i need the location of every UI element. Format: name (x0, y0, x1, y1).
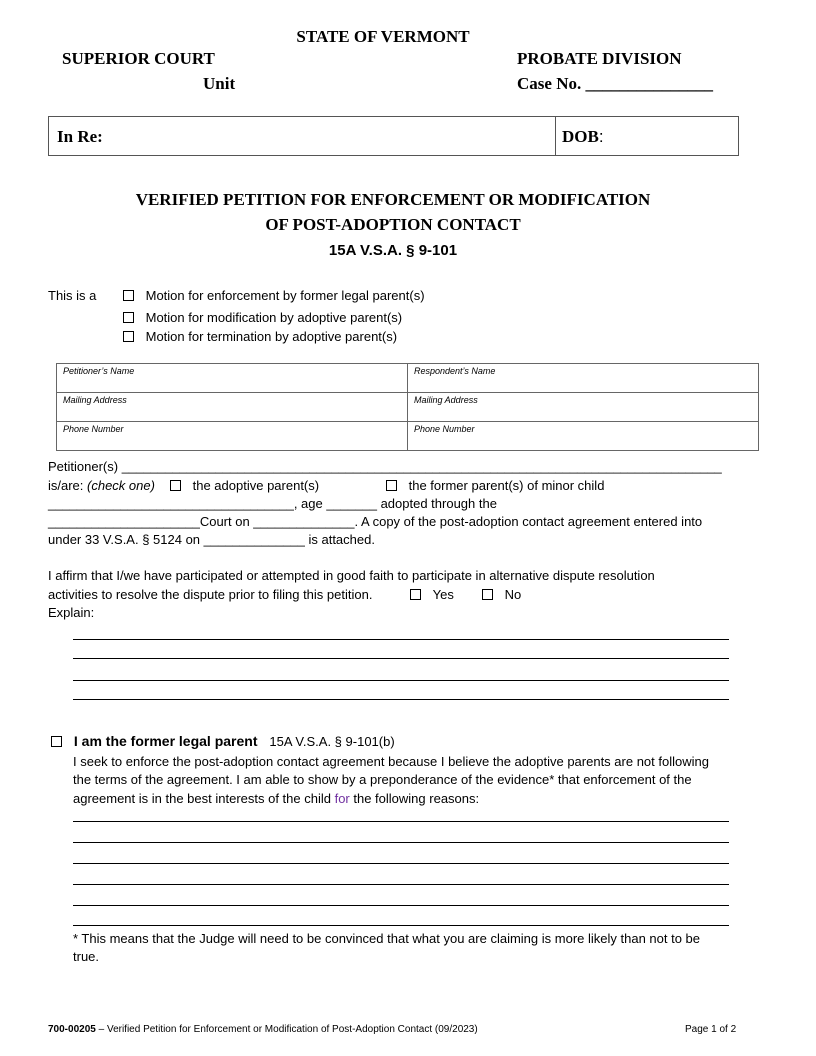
respondent-name-field[interactable]: Respondent’s Name (408, 364, 759, 393)
adr-no-label: No (504, 587, 522, 602)
page-number: Page 1 of 2 (685, 1024, 737, 1035)
footer-form-description: – Verified Petition for Enforcement or Modification of Post-Adoption Contact (09/2023) (95, 1024, 478, 1035)
motion-option-termination[interactable] (123, 329, 397, 344)
former-parent-heading-text: I am the former legal parent (73, 733, 258, 749)
respondent-phone-field[interactable]: Phone Number (408, 422, 759, 451)
petition-title-line2: OF POST-ADOPTION CONTACT (265, 215, 521, 234)
explain-label: Explain: (48, 605, 95, 620)
adoptive-parent-checkbox[interactable] (170, 480, 181, 491)
adr-no-option[interactable] (482, 587, 521, 602)
adr-yes-checkbox[interactable] (410, 589, 421, 600)
court-date-line[interactable]: _____________________Court on ______________. A copy of the post-adoption contact agreement entered into (48, 514, 703, 529)
adoptive-parent-label: the adoptive parent(s) (192, 478, 320, 493)
footnote-line1: * This means that the Judge will need to be convinced that what you are claiming is more likely than not to be (73, 931, 701, 946)
petition-statute: 15A V.S.A. § 9-101 (328, 242, 458, 259)
former-legal-parent-checkbox[interactable] (51, 736, 62, 747)
former-parent-text-line3c: the following reasons: (349, 791, 480, 806)
adr-yes-option[interactable] (410, 587, 454, 602)
caption-divider (555, 117, 556, 155)
footnote-line2: true. (73, 949, 100, 964)
reason-line[interactable] (73, 821, 729, 822)
petition-title-line1: VERIFIED PETITION FOR ENFORCEMENT OR MODIFICATION (135, 190, 651, 209)
explain-line[interactable] (73, 680, 729, 681)
petitioner-line[interactable]: Petitioner(s) ___________________________________________________________________________________ (48, 459, 722, 474)
former-parent-text-line3a: agreement is in the best interests of the child (73, 791, 335, 806)
enforcement-checkbox[interactable] (123, 290, 134, 301)
role-former[interactable] (386, 478, 604, 493)
motion-option-enforcement[interactable] (123, 288, 425, 303)
former-parent-text-line1: I seek to enforce the post-adoption contact agreement because I believe the adoptive parents are not following (73, 754, 709, 769)
agreement-date-line[interactable]: under 33 V.S.A. § 5124 on ______________ is attached. (48, 532, 375, 547)
footer-form-number: 700-00205 (48, 1024, 96, 1035)
reason-line[interactable] (73, 863, 729, 864)
child-age-line[interactable]: __________________________________, age _______ adopted through the (48, 496, 497, 511)
dob-label: DOB (562, 127, 599, 146)
footer-form-id (48, 1024, 478, 1035)
case-number-field[interactable]: Case No. _______________ (517, 74, 713, 93)
petitioner-name-field[interactable]: Petitioner’s Name (57, 364, 408, 393)
reason-line[interactable] (73, 905, 729, 906)
adr-text-line2: activities to resolve the dispute prior to filing this petition. (48, 587, 373, 602)
former-parent-text-for: for (334, 791, 350, 806)
former-parent-statute: 15A V.S.A. § 9-101(b) (269, 734, 395, 749)
court-name: SUPERIOR COURT (62, 49, 215, 68)
reason-line[interactable] (73, 884, 729, 885)
reason-line[interactable] (73, 842, 729, 843)
explain-line[interactable] (73, 658, 729, 659)
former-parent-label: the former parent(s) of minor child (408, 478, 605, 493)
former-parent-text-line2: the terms of the agreement. I am able to show by a preponderance of the evidence* that enforcement of the (73, 772, 692, 787)
adr-text-line1: I affirm that I/we have participated or attempted in good faith to participate in alternative dispute resolution (48, 568, 655, 583)
division-name: PROBATE DIVISION (517, 49, 682, 68)
modification-checkbox[interactable] (123, 312, 134, 323)
explain-line[interactable] (73, 699, 729, 700)
in-re-label: In Re: (57, 127, 103, 146)
check-one-hint: (check one) (87, 478, 155, 493)
motion-option-modification-label: Motion for modification by adoptive parent(s) (145, 310, 403, 325)
caption-box (48, 116, 739, 156)
motion-option-modification[interactable] (123, 310, 402, 325)
former-parent-section-heading[interactable] (51, 733, 395, 749)
adr-yes-label: Yes (432, 587, 454, 602)
explain-line[interactable] (73, 639, 729, 640)
petitioner-role-line (48, 478, 155, 493)
reason-line[interactable] (73, 925, 729, 926)
dob-colon: : (598, 127, 604, 146)
termination-checkbox[interactable] (123, 331, 134, 342)
unit-label: Unit (203, 74, 236, 93)
state-title: STATE OF VERMONT (296, 27, 470, 46)
motion-option-enforcement-label: Motion for enforcement by former legal parent(s) (145, 288, 425, 303)
parties-table (56, 363, 759, 451)
isare-label: is/are: (48, 478, 88, 493)
petitioner-address-field[interactable]: Mailing Address (57, 393, 408, 422)
role-adoptive[interactable] (170, 478, 319, 493)
respondent-address-field[interactable]: Mailing Address (408, 393, 759, 422)
former-parent-checkbox[interactable] (386, 480, 397, 491)
motion-lead: This is a (48, 288, 97, 303)
motion-option-termination-label: Motion for termination by adoptive parent(s) (145, 329, 398, 344)
adr-no-checkbox[interactable] (482, 589, 493, 600)
petitioner-phone-field[interactable]: Phone Number (57, 422, 408, 451)
dob-field[interactable] (562, 127, 604, 147)
former-parent-text-line3 (73, 791, 479, 806)
